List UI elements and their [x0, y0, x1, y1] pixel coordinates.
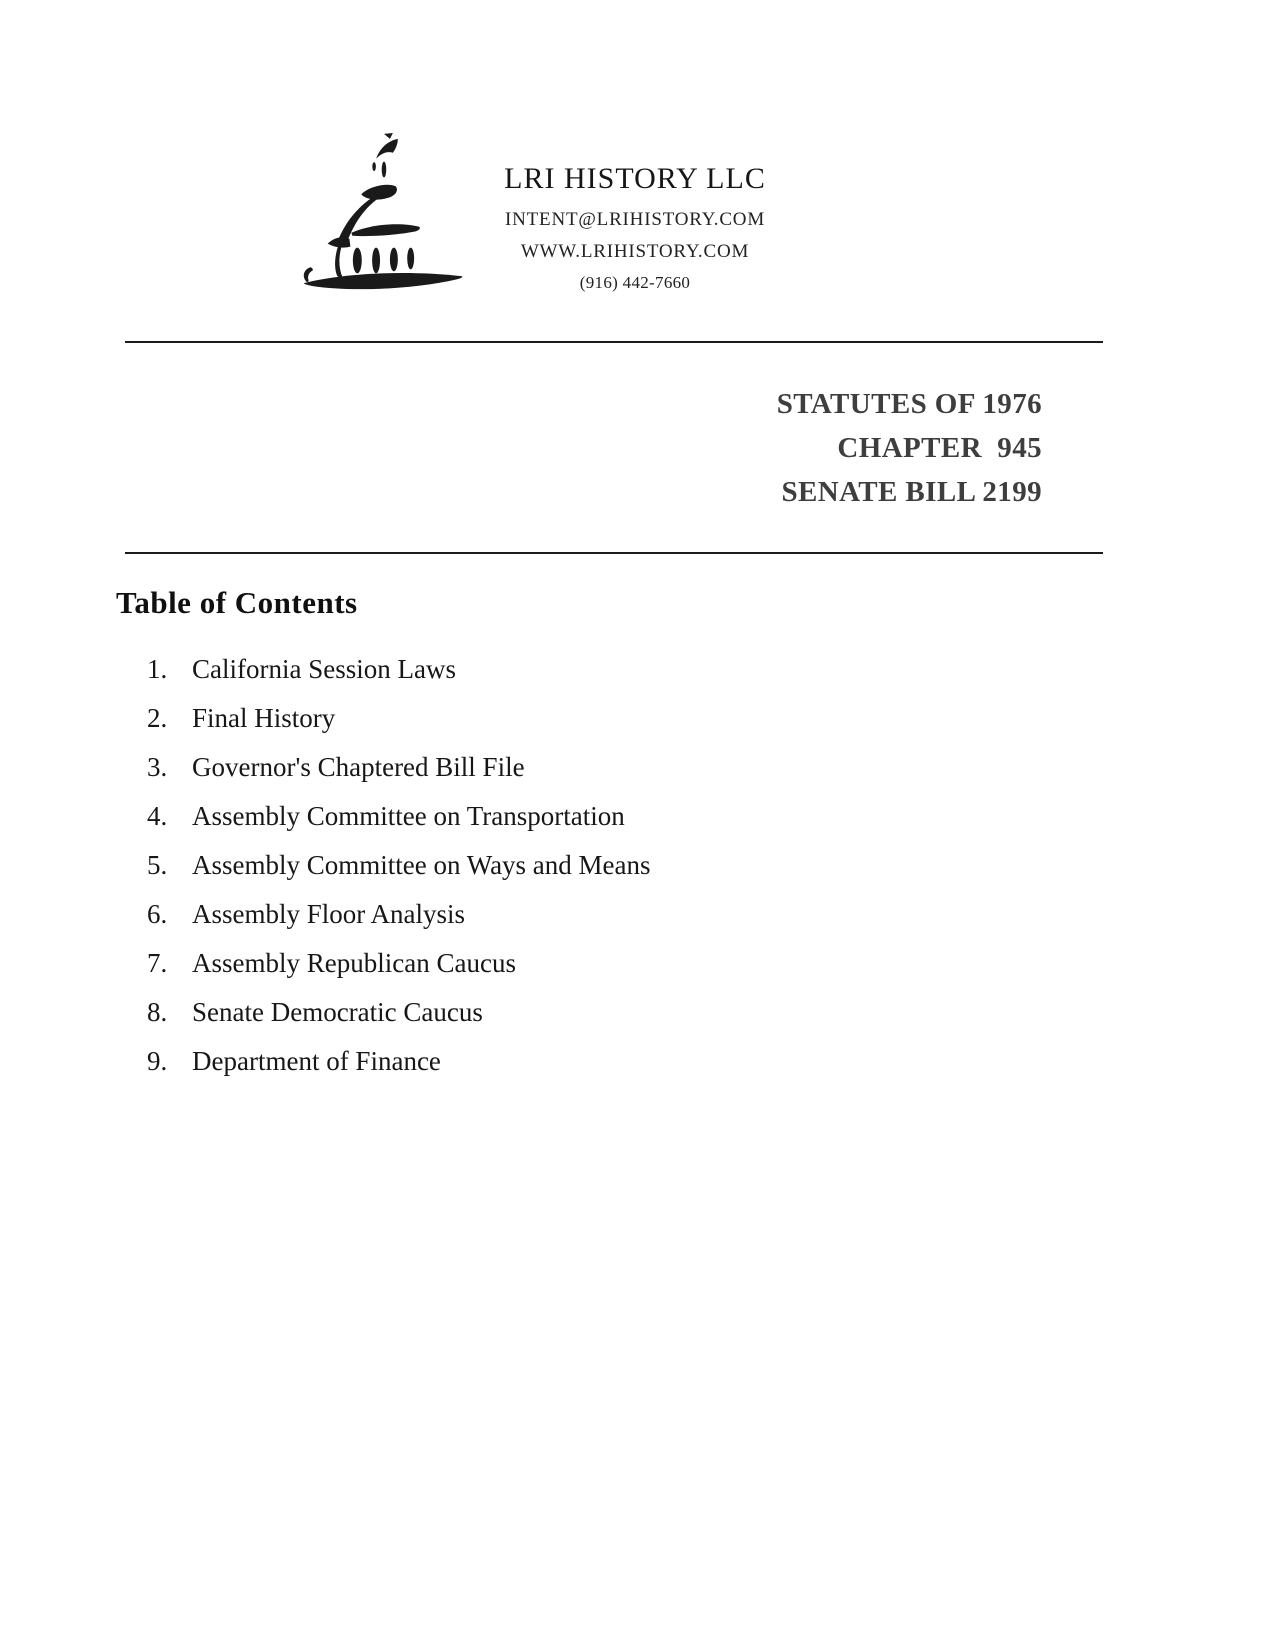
toc-list [147, 645, 651, 1086]
top-divider-rule [125, 341, 1103, 343]
statutes-line: STATUTES OF 1976 [776, 388, 1042, 420]
email-address: INTENT@LRIHISTORY.COM [504, 209, 766, 230]
toc-item [147, 841, 651, 890]
toc-heading: Table of Contents [116, 585, 358, 620]
toc-item-number: 1. [147, 654, 168, 684]
letterhead-contact-block [435, 164, 835, 291]
toc-item-label: California Session Laws [192, 654, 456, 684]
toc-item [147, 890, 651, 939]
toc-item-label: Department of Finance [192, 1046, 441, 1076]
toc-item [147, 988, 651, 1037]
toc-item [147, 792, 651, 841]
chapter-line: CHAPTER 945 [837, 432, 1042, 464]
bottom-divider-rule [125, 552, 1103, 554]
toc-item-label: Assembly Committee on Ways and Means [192, 850, 651, 880]
toc-item [147, 1037, 651, 1086]
toc-item-label: Assembly Committee on Transportation [192, 801, 625, 831]
toc-item-label: Governor's Chaptered Bill File [192, 752, 525, 782]
phone-number: (916) 442-7660 [579, 273, 691, 292]
case-reference-block [777, 382, 1042, 514]
toc-item-number: 3. [147, 752, 168, 782]
toc-item-number: 4. [147, 801, 168, 831]
toc-item [147, 743, 651, 792]
toc-item-number: 5. [147, 850, 168, 880]
toc-item-number: 8. [147, 997, 168, 1027]
toc-item [147, 694, 651, 743]
toc-item-label: Senate Democratic Caucus [192, 997, 483, 1027]
toc-item-label: Final History [192, 703, 336, 733]
toc-item [147, 939, 651, 988]
toc-item [147, 645, 651, 694]
toc-item-label: Assembly Republican Caucus [192, 948, 516, 978]
toc-item-number: 7. [147, 948, 168, 978]
company-name: LRI HISTORY LLC [504, 162, 766, 195]
toc-item-number: 6. [147, 899, 168, 929]
toc-item-number: 2. [147, 703, 168, 733]
toc-item-number: 9. [147, 1046, 168, 1076]
toc-item-label: Assembly Floor Analysis [192, 899, 466, 929]
website-url: WWW.LRIHISTORY.COM [520, 241, 750, 262]
senate-bill-line: SENATE BILL 2199 [781, 476, 1042, 508]
